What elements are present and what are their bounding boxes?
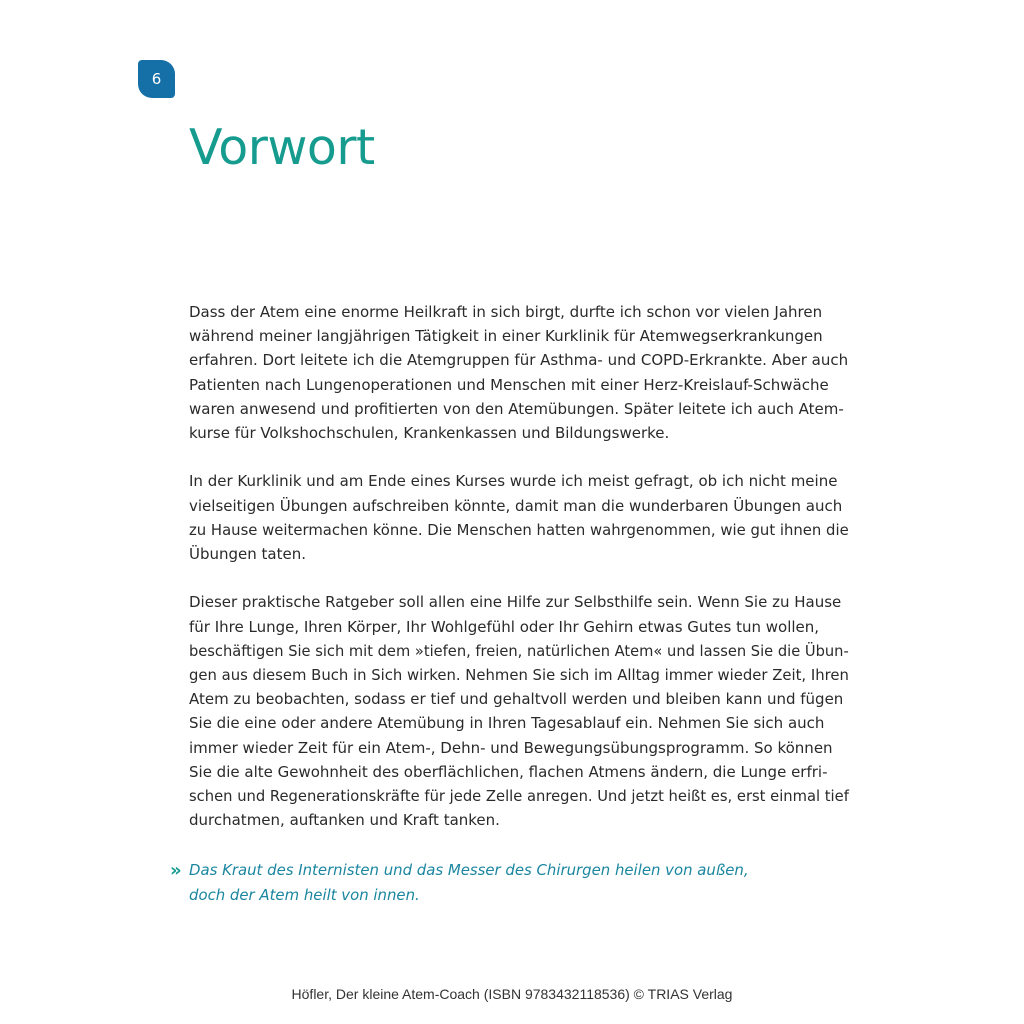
page-number-badge: 6 xyxy=(138,60,175,98)
paragraph-2 xyxy=(189,469,849,566)
text-line: kurse für Volkshochschulen, Krankenkassen und Bildungswerke. xyxy=(189,424,670,443)
text-line: immer wieder Zeit für ein Atem-, Dehn- und Bewegungsübungsprogramm. So können xyxy=(189,738,833,757)
text-line: während meiner langjährigen Tätigkeit in einer Kurklinik für Atemwegserkrankungen xyxy=(189,327,823,346)
paragraph-3 xyxy=(189,590,849,832)
quote-chevron-icon: » xyxy=(170,860,177,881)
chapter-heading: Vorwort xyxy=(189,119,375,176)
text-line: erfahren. Dort leitete ich die Atemgruppen für Asthma- und COPD-Erkrankte. Aber auch xyxy=(189,351,849,370)
text-line: zu Hause weitermachen könne. Die Menschen hatten wahrgenommen, wie gut ihnen die xyxy=(189,520,849,539)
text-line: Patienten nach Lungenoperationen und Menschen mit einer Herz-Kreislauf-Schwäche xyxy=(189,375,829,394)
text-line: Übungen taten. xyxy=(189,545,306,564)
text-line: durchatmen, auftanken und Kraft tanken. xyxy=(189,811,500,830)
text-line: für Ihre Lunge, Ihren Körper, Ihr Wohlgefühl oder Ihr Gehirn etwas Gutes tun wollen, xyxy=(189,617,820,636)
text-line: Sie die eine oder andere Atemübung in Ihren Tagesablauf ein. Nehmen Sie sich auch xyxy=(189,714,825,733)
text-line: gen aus diesem Buch in Sich wirken. Nehmen Sie sich im Alltag immer wieder Zeit, Ihren xyxy=(189,666,849,685)
text-line: Sie die alte Gewohnheit des oberflächlichen, flachen Atmens ändern, die Lunge erfri- xyxy=(189,762,828,781)
text-line: Dass der Atem eine enorme Heilkraft in sich birgt, durfte ich schon vor vielen Jahren xyxy=(189,303,823,321)
quote-text xyxy=(189,858,753,908)
text-line: schen und Regenerationskräfte für jede Zelle anregen. Und jetzt heißt es, erst einmal tief xyxy=(189,787,849,806)
text-line: waren anwesend und profitierten von den Atemübungen. Später leitete ich auch Atem- xyxy=(189,399,844,418)
text-line: Dieser praktische Ratgeber soll allen eine Hilfe zur Selbsthilfe sein. Wenn Sie zu Hause xyxy=(189,593,842,612)
text-line: vielseitigen Übungen aufschreiben könnte, damit man die wunderbaren Übungen auch xyxy=(189,496,843,515)
text-line: beschäftigen Sie sich mit dem »tiefen, freien, natürlichen Atem« und lassen Sie die Übun- xyxy=(189,641,849,660)
footer-credit: Höfler, Der kleine Atem-Coach (ISBN 9783432118536) © TRIAS Verlag xyxy=(291,986,733,1002)
paragraph-1 xyxy=(189,300,849,445)
body-text xyxy=(189,300,849,857)
text-line: Atem zu beobachten, sodass er tief und gehaltvoll werden und bleiben kann und fügen xyxy=(189,690,844,709)
text-line: In der Kurklinik und am Ende eines Kurses wurde ich meist gefragt, ob ich nicht meine xyxy=(189,472,838,491)
quote-line: Das Kraut des Internisten und das Messer des Chirurgen heilen von außen, xyxy=(189,861,749,879)
quote-line: doch der Atem heilt von innen. xyxy=(189,886,420,904)
